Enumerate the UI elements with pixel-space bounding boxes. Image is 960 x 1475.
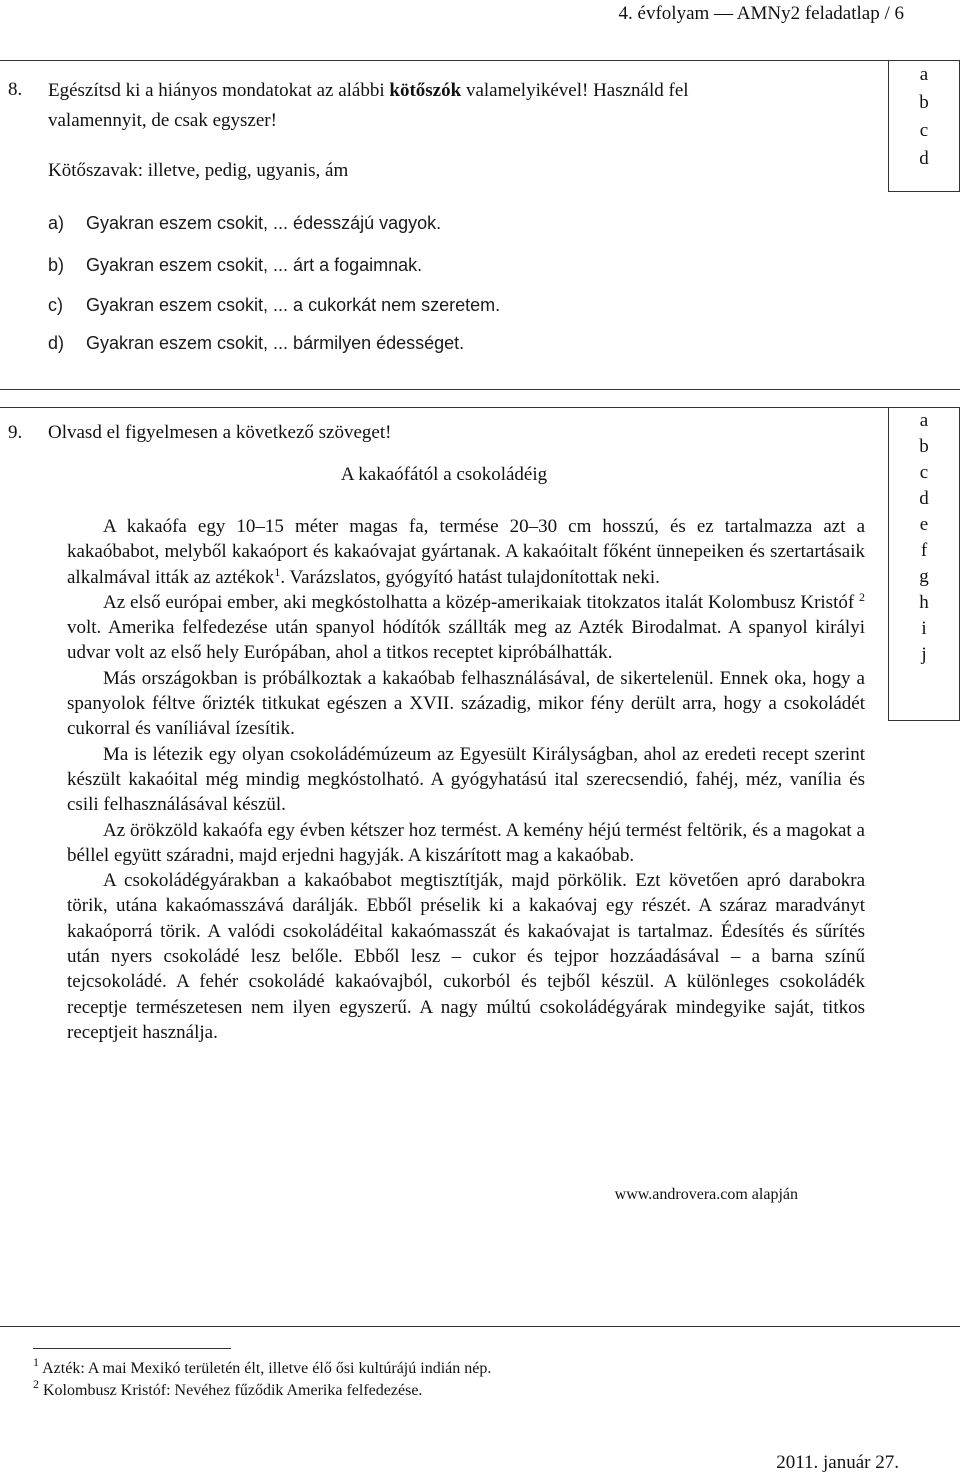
task-instruction <box>48 79 689 103</box>
score-letter: d <box>919 488 929 509</box>
option-text: Gyakran eszem csokit, ... árt a fogaimnak. <box>86 255 423 275</box>
option-a <box>48 213 441 234</box>
score-letter: g <box>919 566 929 587</box>
score-letter: j <box>921 644 927 665</box>
footnote-text: Kolombusz Kristóf: Nevéhez fűződik Amerika felfedezése. <box>39 1382 423 1399</box>
instruction-text: Egészítsd ki a hiányos mondatokat az alábbi <box>48 80 390 101</box>
paragraph <box>67 514 865 590</box>
score-letter: c <box>919 120 929 141</box>
score-box <box>888 407 960 721</box>
reading-text <box>67 514 865 1045</box>
score-letter: e <box>919 514 929 535</box>
instruction-bold: kötőszók <box>389 80 462 101</box>
paragraph-text: . Varázslatos, gyógyító hatást tulajdonítottak neki. <box>280 566 660 588</box>
paragraph: Ma is létezik egy olyan csokoládémúzeum az Egyesült Királyságban, ahol az eredeti recept szerint készült kakaóital még mindig megkóstolható. A gyógyhatású ital szerecsendió, fahéj, méz, vanília és csili felhasználásával készül. <box>67 743 865 816</box>
option-text: Gyakran eszem csokit, ... a cukorkát nem szeretem. <box>86 295 501 315</box>
task-instruction: Olvasd el figyelmesen a következő szöveget! <box>48 422 392 443</box>
footnotes <box>33 1355 492 1402</box>
footnote-ref: 2 <box>859 589 865 604</box>
footnote-ref: 1 <box>274 564 281 579</box>
score-letter: a <box>919 410 929 431</box>
score-letter: d <box>919 148 929 169</box>
task-instruction-line2: valamennyit, de csak egyszer! <box>48 110 277 131</box>
option-letter: d) <box>48 333 65 353</box>
text-title: A kakaófától a csokoládéig <box>340 464 548 485</box>
task-number: 9. <box>8 422 23 443</box>
option-c <box>48 295 500 316</box>
option-letter: b) <box>48 255 65 275</box>
score-letter: h <box>919 592 929 613</box>
page-header: 4. évfolyam — AMNy2 feladatlap / 6 <box>618 3 904 24</box>
score-letter: a <box>919 64 929 85</box>
instruction-text: valamelyikével! Használd fel <box>461 80 689 101</box>
score-letter: b <box>919 92 929 113</box>
paragraph-text: A kakaófa egy 10–15 méter magas fa, termése 20–30 cm hosszú, és ez tartalmazza azt a kakaóbabot, melyből kakaóport és kakaóvajat gyártanak. A kakaóitalt főként ünnepeiken és szertartásaik alkalmával itták az aztékok <box>67 516 865 588</box>
option-text: Gyakran eszem csokit, ... édesszájú vagyok. <box>86 213 442 233</box>
conjunction-list: Kötőszavak: illetve, pedig, ugyanis, ám <box>48 160 349 181</box>
paragraph: Más országokban is próbálkoztak a kakaóbab felhasználásával, de sikertelenül. Ennek oka, hogy a spanyolok féltve őrizték titkukat egészen a XVII. századig, mikor fény derült arra, hogy a csokoládét cukorral és vaníliával ízesítik. <box>67 667 865 740</box>
score-letter: b <box>919 436 929 457</box>
footnote-2 <box>33 1377 491 1402</box>
paragraph <box>67 590 865 666</box>
option-d <box>48 333 464 354</box>
paragraph: A csokoládégyárakban a kakaóbabot megtisztítják, majd pörkölik. Ezt követően apró darabokra törik, utána kakaómasszává darálják. Ebből préselik ki a kakaóvaj egy részét. A száraz maradványt kakaóporrá törik. A valódi csokoládéital kakaómasszát és kakaóvajat is tartalmaz. Édesítés és sűrítés után nyers csokoládé lesz belőle. Ebből lesz – cukor és tejpor hozzáadásával – a barna színű tejcsokoládé. A fehér csokoládé kakaóvajból, cukorból és tejből készül. A különleges csokoládék receptje természetesen nem ilyen egyszerű. A nagy múltú csokoládégyárak mindegyike saját, titkos receptjeit használja. <box>67 870 865 1043</box>
task-number: 8. <box>8 79 23 100</box>
score-letter: c <box>919 462 929 483</box>
page-date: 2011. január 27. <box>776 1452 899 1473</box>
paragraph-text: Az első európai ember, aki megkóstolhatta a közép-amerikaiak titokzatos italát Kolombusz Kristóf <box>103 591 855 613</box>
score-letter: i <box>921 618 927 639</box>
footnote-mark: 2 <box>33 1377 39 1391</box>
paragraph: Az örökzöld kakaófa egy évben kétszer hoz termést. A kemény héjú termést feltörik, és a magokat a béllel együtt száradni, majd erjedni hagyják. A kiszárított mag a kakaóbab. <box>67 819 865 866</box>
task-9 <box>0 407 960 1327</box>
option-b <box>48 255 422 276</box>
footnote-divider <box>33 1348 231 1349</box>
score-box <box>888 60 960 192</box>
footnote-1 <box>33 1355 492 1380</box>
footnote-mark: 1 <box>33 1355 39 1369</box>
option-letter: a) <box>48 213 65 233</box>
option-letter: c) <box>48 295 63 315</box>
source-note: www.androvera.com alapján <box>614 1186 798 1203</box>
score-letter: f <box>920 540 928 561</box>
footnote-text: Azték: A mai Mexikó területén élt, illetve élő ősi kultúrájú indián nép. <box>39 1360 492 1377</box>
task-8 <box>0 60 960 390</box>
paragraph-text: volt. Amerika felfedezése után spanyol hódítók szállták meg az Azték Birodalmat. A spanyol királyi udvar volt az első hely Európában, ahol a titkos receptet kipróbálhatták. <box>67 617 865 664</box>
option-text: Gyakran eszem csokit, ... bármilyen édességet. <box>86 333 465 353</box>
